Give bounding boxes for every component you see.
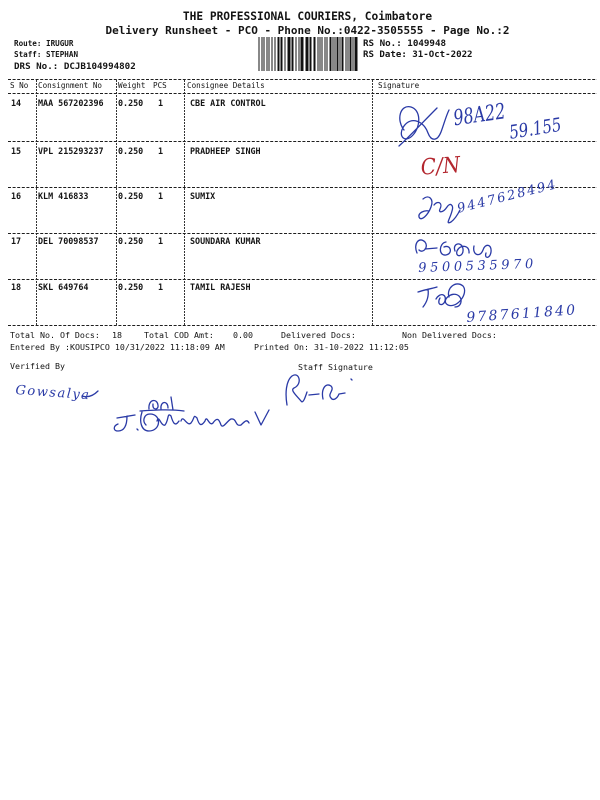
row-14-handwritten-amount: 59.155: [507, 113, 563, 144]
barcode-bar: [306, 37, 309, 71]
route-value: IRUGUR: [46, 39, 74, 48]
drs-value: DCJB104994802: [63, 61, 136, 72]
staff-signature-mark: [286, 375, 352, 405]
barcode-bar: [330, 37, 332, 71]
barcode-bar: [272, 37, 273, 71]
barcode-bar: [348, 37, 349, 71]
barcode: [258, 37, 358, 71]
drs-label: DRS No.:: [14, 61, 59, 72]
cod-label: Total COD Amt:: [144, 330, 214, 340]
verified-by-label: Verified By: [10, 361, 65, 371]
column-header-consignee: Consignee Details: [187, 81, 265, 90]
row-pcs: 1: [158, 191, 164, 201]
barcode-bar: [281, 37, 283, 71]
column-header-weight: Weight: [118, 81, 146, 90]
barcode-bar: [353, 37, 354, 71]
row-consignment-no: KLM 416833: [38, 191, 89, 201]
row-consignee: PRADHEEP SINGH: [190, 146, 261, 156]
barcode-bar: [299, 37, 300, 71]
route-line: [14, 40, 73, 48]
barcode-bar: [333, 37, 334, 71]
barcode-bar: [342, 37, 344, 71]
row-consignee: SUMIX: [190, 191, 216, 201]
row-sno: 15: [11, 146, 22, 156]
row-pcs: 1: [158, 236, 164, 246]
row-sno: 14: [11, 98, 22, 108]
row-17-handwritten-phone: 9500535970: [417, 256, 538, 276]
route-label: Route:: [14, 39, 42, 48]
row-consignment-no: SKL 649764: [38, 282, 89, 292]
barcode-bar: [327, 37, 328, 71]
row-weight: 0.250: [118, 282, 144, 292]
barcode-bar: [310, 37, 312, 71]
company-title: THE PROFESSIONAL COURIERS, Coimbatore: [182, 10, 433, 23]
barcode-bar: [275, 37, 276, 71]
row-consignee: SOUNDARA KUMAR: [190, 236, 261, 246]
row-consignment-no: DEL 70098537: [38, 236, 99, 246]
barcode-bar: [325, 37, 326, 71]
barcode-bar: [346, 37, 347, 71]
barcode-bar: [337, 37, 339, 71]
row-consignment-no: MAA 567202396: [38, 98, 104, 108]
barcode-bar: [301, 37, 304, 71]
row-weight: 0.250: [118, 236, 144, 246]
column-header-pcs: PCS: [153, 81, 167, 90]
barcode-bar: [259, 37, 260, 71]
entered-by-line: [10, 343, 225, 351]
staff-signature-label: Staff Signature: [298, 362, 373, 372]
row-15-handwritten-note: C/N: [419, 151, 462, 181]
staff-value: STEPHAN: [46, 50, 79, 59]
printed-on-line: [254, 343, 409, 351]
entered-by-label: Entered By :: [10, 342, 70, 352]
barcode-bar: [318, 37, 319, 71]
entered-by-value: KOUSIPCO 10/31/2022 11:18:09 AM: [69, 342, 225, 352]
verified-by-signature-name: Gowsalya: [15, 383, 91, 404]
row-weight: 0.250: [118, 98, 144, 108]
row-consignee: CBE AIR CONTROL: [190, 98, 266, 108]
barcode-bar: [262, 37, 263, 71]
printed-on-label: Printed On:: [254, 342, 309, 352]
barcode-bar: [320, 37, 321, 71]
barcode-bar: [264, 37, 265, 71]
staff-signature-initials: [140, 397, 184, 411]
row-16-handwritten-phone: 9447628494: [455, 177, 560, 217]
cod-amount: 0.00: [233, 330, 253, 340]
row-14-handwritten-note: 98A22: [451, 98, 507, 131]
row-weight: 0.250: [118, 146, 144, 156]
row-pcs: 1: [158, 282, 164, 292]
column-header-consignment: Consignment No: [38, 81, 103, 90]
row-17-signature: [416, 240, 491, 257]
row-sno: 18: [11, 282, 22, 292]
rs-no-label: RS No.:: [363, 38, 402, 49]
row-consignment-no: VPL 215293237: [38, 146, 104, 156]
row-14-signature: [400, 107, 449, 140]
row-pcs: 1: [158, 98, 164, 108]
row-18-signature: [418, 284, 465, 307]
row-18-handwritten-phone: 9787611840: [465, 302, 578, 326]
row-consignee: TAMIL RAJESH: [190, 282, 251, 292]
total-docs-value: 18: [112, 330, 122, 340]
column-header-sno: S No: [10, 81, 29, 90]
row-weight: 0.250: [118, 191, 144, 201]
printed-on-value: 31-10-2022 11:12:05: [313, 342, 409, 352]
total-docs-label: Total No. Of Docs:: [10, 330, 100, 340]
barcode-bar: [285, 37, 286, 71]
row-14-signature-stroke: [399, 108, 437, 146]
rs-date-line: [363, 51, 473, 60]
barcode-bar: [314, 37, 316, 71]
barcode-bar: [340, 37, 341, 71]
delivered-docs-label: Delivered Docs:: [281, 330, 356, 340]
row-sno: 17: [11, 236, 22, 246]
barcode-bar: [269, 37, 270, 71]
staff-label: Staff:: [14, 50, 42, 59]
staff-line: [14, 51, 78, 59]
barcode-bar: [355, 37, 358, 71]
barcode-bar: [267, 37, 268, 71]
rs-date-value: 31-Oct-2022: [412, 50, 473, 60]
row-pcs: 1: [158, 146, 164, 156]
barcode-bar: [288, 37, 291, 71]
row-sno: 16: [11, 191, 22, 201]
barcode-bar: [322, 37, 323, 71]
rs-no-line: [363, 39, 446, 48]
rs-no-value: 1049948: [407, 38, 447, 49]
barcode-bar: [335, 37, 336, 71]
row-16-signature: [419, 197, 460, 223]
drs-line: [14, 62, 136, 71]
non-delivered-docs-label: Non Delivered Docs:: [402, 330, 497, 340]
staff-signature-name: [114, 410, 269, 431]
runsheet-subtitle: Delivery Runsheet - PCO - Phone No.:0422-3505555 - Page No.:2: [105, 24, 510, 37]
column-header-signature: Signature: [378, 81, 420, 90]
barcode-bar: [278, 37, 280, 71]
barcode-bar: [296, 37, 297, 71]
barcode-bar: [350, 37, 352, 71]
barcode-bar: [292, 37, 294, 71]
rs-date-label: RS Date:: [363, 50, 407, 60]
